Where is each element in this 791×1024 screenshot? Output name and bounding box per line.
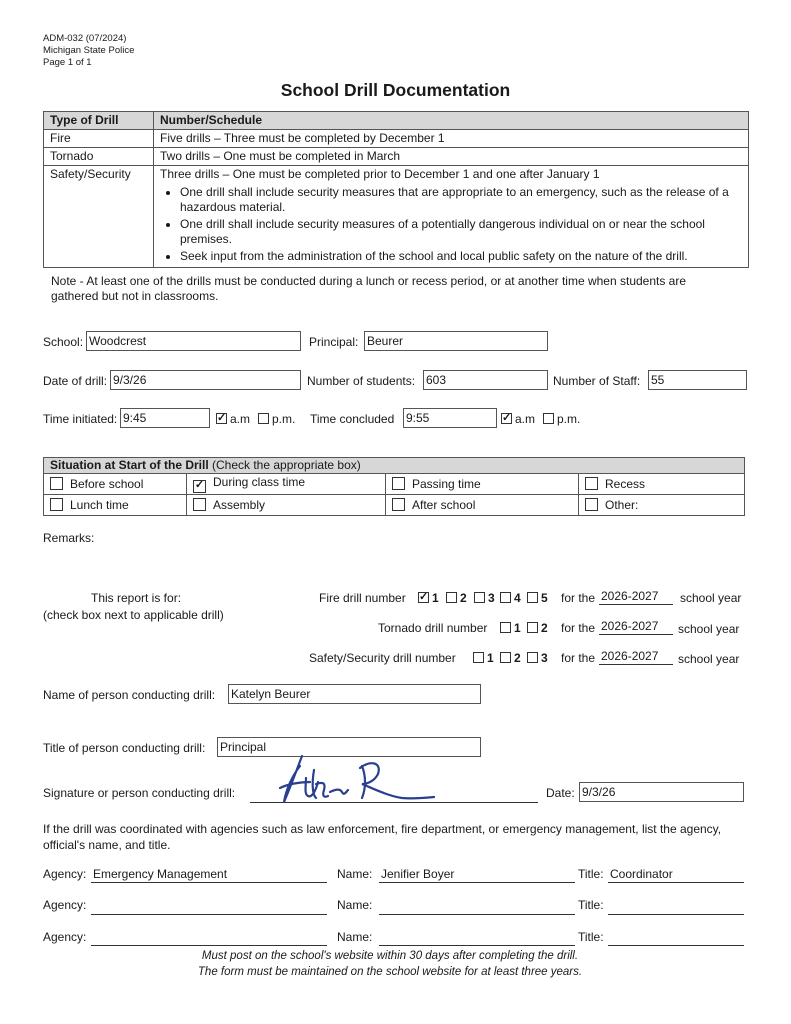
option-label: Other: — [605, 498, 639, 512]
option-during-class[interactable] — [187, 474, 386, 495]
time-initiated-am-checkbox[interactable]: ✓ — [217, 412, 227, 424]
date-field[interactable]: 9/3/26 — [110, 370, 301, 390]
fire-drill-5-checkbox[interactable] — [527, 592, 538, 603]
safety-drill-label: Safety/Security drill number — [309, 651, 456, 665]
students-label: Number of students: — [307, 374, 416, 388]
agency-name-field[interactable] — [379, 897, 575, 915]
option-label: Lunch time — [70, 498, 129, 512]
checkbox[interactable] — [392, 498, 405, 511]
agency-field[interactable] — [91, 928, 327, 946]
safety-drill-1-checkbox[interactable] — [473, 652, 484, 663]
safety-bullets — [160, 185, 742, 264]
fire-school-year-field[interactable]: 2026-2027 — [599, 587, 673, 605]
option-recess[interactable] — [579, 474, 745, 495]
tornado-num-2: 2 — [541, 621, 548, 635]
for-the-label: for the — [561, 621, 596, 635]
time-initiated-label: Time initiated: — [43, 412, 118, 426]
students-field[interactable]: 603 — [423, 370, 548, 390]
option-other[interactable] — [579, 495, 745, 516]
agency-name-field[interactable] — [379, 928, 575, 946]
safety-num-3: 3 — [541, 651, 548, 665]
agency-field[interactable] — [91, 897, 327, 915]
agency-name-label: Name: — [337, 898, 373, 912]
agency-title-field[interactable] — [608, 928, 744, 946]
fire-num-3: 3 — [488, 591, 495, 605]
tornado-drill-label: Tornado drill number — [378, 621, 488, 635]
form-title: School Drill Documentation — [280, 80, 511, 100]
principal-label: Principal: — [309, 335, 359, 349]
fire-num-4: 4 — [514, 591, 521, 605]
agency-label: Agency: — [43, 867, 87, 881]
fire-drill-1-checkbox[interactable]: ✓ — [419, 591, 429, 603]
time-concluded-field[interactable]: 9:55 — [403, 408, 497, 428]
tornado-school-year-field[interactable]: 2026-2027 — [599, 617, 673, 635]
safety-school-year-field[interactable]: 2026-2027 — [599, 647, 673, 665]
school-year-label: school year — [678, 622, 740, 636]
row-type-tornado: Tornado — [44, 148, 154, 166]
bullet-item: • One drill shall include security measures of a potentially dangerous individual on or near the school premises. — [180, 217, 742, 247]
signature-date-label: Date: — [546, 786, 575, 800]
agency-title-label: Title: — [578, 867, 604, 881]
bullet-item: • Seek input from the administration of the school and local public safety on the nature of the drill. — [180, 249, 742, 264]
option-assembly[interactable] — [187, 495, 386, 516]
checkbox[interactable] — [392, 477, 405, 490]
option-label: Assembly — [213, 498, 266, 512]
pm-label: p.m. — [557, 412, 581, 426]
am-label: a.m — [230, 412, 251, 426]
row-type-fire: Fire — [44, 130, 154, 148]
checkbox[interactable] — [585, 477, 598, 490]
safety-drill-3-checkbox[interactable] — [527, 652, 538, 663]
school-year-label: school year — [680, 591, 742, 605]
option-before-school[interactable] — [44, 474, 187, 495]
checkbox[interactable] — [585, 498, 598, 511]
tornado-drill-2-checkbox[interactable] — [527, 622, 538, 633]
conductor-name-field[interactable]: Katelyn Beurer — [228, 684, 481, 704]
checkbox-checked[interactable]: ✓ — [194, 479, 205, 491]
fire-drill-2-checkbox[interactable] — [446, 592, 457, 603]
issuing-agency: Michigan State Police — [43, 45, 135, 56]
agency-label: Agency: — [43, 930, 87, 944]
principal-field[interactable]: Beurer — [364, 331, 548, 351]
safety-drill-2-checkbox[interactable] — [500, 652, 511, 663]
time-initiated-field[interactable]: 9:45 — [120, 408, 210, 428]
for-the-label: for the — [561, 591, 596, 605]
school-field[interactable]: Woodcrest — [86, 331, 301, 351]
checkbox[interactable] — [193, 498, 206, 511]
tornado-num-1: 1 — [514, 621, 521, 635]
agency-label: Agency: — [43, 898, 87, 912]
footer-line-1: Must post on the school's website within 30 days after completing the drill. — [201, 950, 579, 962]
safety-num-1: 1 — [487, 651, 494, 665]
agencies-intro: If the drill was coordinated with agencies such as law enforcement, fire department, or emergency management, list the agency, official's name, and title. — [43, 822, 722, 852]
drill-requirements-table — [43, 111, 749, 268]
fire-num-5: 5 — [541, 591, 548, 605]
time-concluded-am-checkbox[interactable]: ✓ — [502, 412, 512, 424]
situation-header-bold: Situation at Start of the Drill — [50, 458, 209, 472]
row-schedule-safety — [154, 166, 749, 268]
form-code: ADM-032 (07/2024) — [43, 33, 127, 44]
conductor-name-label: Name of person conducting drill: — [43, 688, 216, 702]
option-label: Recess — [605, 477, 646, 491]
date-label: Date of drill: — [43, 374, 108, 388]
option-label: After school — [412, 498, 476, 512]
am-label: a.m — [515, 412, 536, 426]
conductor-title-label: Title of person conducting drill: — [43, 741, 206, 755]
fire-drill-4-checkbox[interactable] — [500, 592, 511, 603]
option-passing-time[interactable] — [386, 474, 579, 495]
time-initiated-pm-checkbox[interactable] — [258, 413, 269, 424]
page-number: Page 1 of 1 — [43, 57, 92, 68]
pm-label: p.m. — [272, 412, 296, 426]
agency-name-label: Name: — [337, 867, 373, 881]
safety-num-2: 2 — [514, 651, 521, 665]
remarks-label: Remarks: — [43, 531, 95, 545]
school-label: School: — [43, 335, 84, 349]
fire-drill-label: Fire drill number — [319, 591, 406, 605]
signature-label: Signature or person conducting drill: — [43, 786, 236, 800]
form-header — [43, 33, 134, 69]
agency-field[interactable]: Emergency Management — [91, 865, 327, 883]
time-concluded-pm-checkbox[interactable] — [543, 413, 554, 424]
staff-field[interactable]: 55 — [648, 370, 747, 390]
option-label: Before school — [70, 477, 144, 491]
situation-header-rest: (Check the appropriate box) — [208, 458, 361, 472]
row-type-safety: Safety/Security — [44, 166, 154, 268]
conductor-title-field[interactable]: Principal — [217, 737, 481, 757]
agency-title-field[interactable]: Coordinator — [608, 865, 744, 883]
school-year-label: school year — [678, 652, 740, 666]
agency-title-field[interactable] — [608, 897, 744, 915]
agency-name-label: Name: — [337, 930, 373, 944]
option-after-school[interactable] — [386, 495, 579, 516]
tornado-drill-1-checkbox[interactable] — [500, 622, 511, 633]
row-schedule-fire: Five drills – Three must be completed by December 1 — [154, 130, 749, 148]
note-text: Note - At least one of the drills must be conducted during a lunch or recess period, or at another time when students are gathered but not in classrooms. — [51, 274, 687, 303]
report-for-label: This report is for: — [91, 591, 182, 605]
report-instruction: (check box next to applicable drill) — [43, 608, 224, 622]
checkbox[interactable] — [50, 477, 63, 490]
bullet-item: • One drill shall include security measures that are appropriate to an emergency, such as the release of a hazardous material. — [180, 185, 742, 215]
agency-title-label: Title: — [578, 898, 604, 912]
fire-num-1: 1 — [432, 591, 439, 605]
time-concluded-label: Time concluded — [310, 412, 395, 426]
option-label: During class time — [213, 475, 306, 489]
situation-header — [44, 458, 745, 474]
signature-date-field[interactable]: 9/3/26 — [579, 782, 744, 802]
agency-name-field[interactable]: Jenifier Boyer — [379, 865, 575, 883]
checkbox[interactable] — [50, 498, 63, 511]
header-type: Type of Drill — [44, 112, 154, 130]
staff-label: Number of Staff: — [553, 374, 641, 388]
signature-image — [262, 752, 452, 808]
option-lunch-time[interactable] — [44, 495, 187, 516]
fire-num-2: 2 — [460, 591, 467, 605]
option-label: Passing time — [412, 477, 481, 491]
header-schedule: Number/Schedule — [154, 112, 749, 130]
for-the-label: for the — [561, 651, 596, 665]
fire-drill-3-checkbox[interactable] — [474, 592, 485, 603]
footer-line-2: The form must be maintained on the school website for at least three years. — [197, 966, 583, 978]
situation-table — [43, 457, 745, 516]
safety-schedule-text: Three drills – One must be completed prior to December 1 and one after January 1 — [160, 167, 600, 181]
row-schedule-tornado: Two drills – One must be completed in March — [154, 148, 749, 166]
agency-title-label: Title: — [578, 930, 604, 944]
